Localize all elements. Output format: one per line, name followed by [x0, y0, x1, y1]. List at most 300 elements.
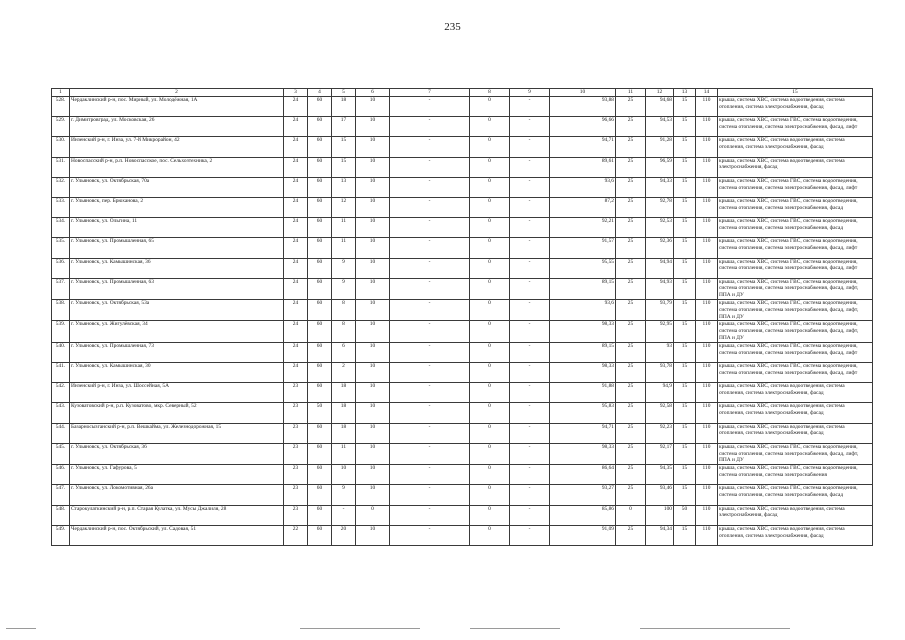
cell-col5: 20 — [332, 525, 356, 545]
cell-col13: 15 — [674, 321, 696, 342]
cell-col11: 25 — [616, 97, 646, 117]
cell-col3: 22 — [284, 525, 308, 545]
address-cell: г. Ульяновск, ул. Промышленная, 63 — [70, 278, 284, 299]
cell-col11: 25 — [616, 342, 646, 362]
cell-col7: - — [390, 403, 470, 423]
address-cell: Базарносызганский р-н, р.п. Вешкайма, ул. Железнодорожная, 15 — [70, 423, 284, 443]
table-row — [52, 383, 873, 403]
row-number-cell: 538. — [52, 300, 70, 321]
table-row — [52, 97, 873, 117]
cell-col8: 0 — [470, 342, 510, 362]
cell-col5: 18 — [332, 403, 356, 423]
row-number-cell: 547. — [52, 485, 70, 505]
cell-col8: 0 — [470, 525, 510, 545]
cell-col4: 60 — [308, 157, 332, 177]
header-cell: 1 — [52, 89, 70, 97]
header-cell: 5 — [332, 89, 356, 97]
cell-col9: - — [510, 403, 550, 423]
cell-col5: 8 — [332, 321, 356, 342]
cell-col5: 11 — [332, 238, 356, 258]
header-cell: 11 — [616, 89, 646, 97]
cell-col11: 25 — [616, 300, 646, 321]
cell-col11: 25 — [616, 383, 646, 403]
cell-col7: - — [390, 137, 470, 157]
cell-col14: 110 — [696, 383, 718, 403]
cell-col12: 91,28 — [646, 137, 674, 157]
works-cell: крыша, система ХВС, система ГВС, система водоотведения, система отопления, система электроснабжения, фасад — [718, 197, 873, 217]
address-cell: г. Ульяновск, ул. Камышинская, 30 — [70, 363, 284, 383]
cell-col7: - — [390, 465, 470, 485]
cell-col14: 110 — [696, 218, 718, 238]
cell-col13: 15 — [674, 97, 696, 117]
page-number: 235 — [444, 21, 461, 33]
cell-col4: 60 — [308, 443, 332, 464]
address-cell: Кузоватовский р-н, р.п. Кузоватово, мкр. Северный, 52 — [70, 403, 284, 423]
cell-col6: 10 — [356, 218, 390, 238]
cell-col9: - — [510, 465, 550, 485]
cell-col13: 15 — [674, 342, 696, 362]
cell-col13: 15 — [674, 117, 696, 137]
cell-col8: 0 — [470, 443, 510, 464]
cell-col14: 110 — [696, 157, 718, 177]
cell-col6: 10 — [356, 423, 390, 443]
cell-col3: 24 — [284, 363, 308, 383]
cell-col4: 60 — [308, 321, 332, 342]
cell-col4: 60 — [308, 465, 332, 485]
cell-col4: 60 — [308, 505, 332, 525]
cell-col10: 94,71 — [550, 423, 616, 443]
cell-col4: 60 — [308, 525, 332, 545]
works-cell: крыша, система ХВС, система ГВС, система водоотведения, система отопления, система электроснабжения, фасад, лифт, ППА и ДУ — [718, 443, 873, 464]
cell-col7: - — [390, 342, 470, 362]
cell-col9: - — [510, 117, 550, 137]
table-row — [52, 485, 873, 505]
cell-col7: - — [390, 505, 470, 525]
cell-col8: 0 — [470, 177, 510, 197]
works-cell: крыша, система ХВС, система водоотведения, система электроснабжения, фасад — [718, 157, 873, 177]
cell-col6: 10 — [356, 177, 390, 197]
cell-col7: - — [390, 525, 470, 545]
cell-col4: 60 — [308, 197, 332, 217]
cell-col14: 110 — [696, 403, 718, 423]
cell-col6: 0 — [356, 505, 390, 525]
cell-col6: 10 — [356, 363, 390, 383]
cell-col13: 15 — [674, 403, 696, 423]
table-row — [52, 525, 873, 545]
cell-col13: 15 — [674, 485, 696, 505]
cell-col14: 110 — [696, 177, 718, 197]
cell-col11: 25 — [616, 117, 646, 137]
works-cell: крыша, система ХВС, система ГВС, система водоотведения, система отопления, система электроснабжения, фасад, лифт — [718, 238, 873, 258]
address-cell: г. Ульяновск, ул. Ольгина, 11 — [70, 218, 284, 238]
row-number-cell: 532. — [52, 177, 70, 197]
cell-col14: 110 — [696, 137, 718, 157]
cell-col12: 100 — [646, 505, 674, 525]
cell-col9: - — [510, 238, 550, 258]
cell-col10: 87,2 — [550, 197, 616, 217]
table-row — [52, 403, 873, 423]
cell-col8: 0 — [470, 485, 510, 505]
cell-col5: 9 — [332, 278, 356, 299]
cell-col5: 13 — [332, 177, 356, 197]
cell-col12: 93 — [646, 342, 674, 362]
cell-col8: 0 — [470, 363, 510, 383]
cell-col11: 25 — [616, 238, 646, 258]
cell-col10: 92,21 — [550, 218, 616, 238]
table-row — [52, 423, 873, 443]
cell-col7: - — [390, 238, 470, 258]
cell-col11: 25 — [616, 443, 646, 464]
cell-col3: 23 — [284, 383, 308, 403]
header-cell: 12 — [646, 89, 674, 97]
cell-col13: 15 — [674, 238, 696, 258]
cell-col7: - — [390, 97, 470, 117]
cell-col12: 93,79 — [646, 300, 674, 321]
cell-col5: 12 — [332, 197, 356, 217]
row-number-cell: 542. — [52, 383, 70, 403]
cell-col8: 0 — [470, 383, 510, 403]
cell-col14: 110 — [696, 238, 718, 258]
cell-col11: 25 — [616, 363, 646, 383]
table-row — [52, 258, 873, 278]
cell-col3: 24 — [284, 197, 308, 217]
cell-col12: 93,46 — [646, 485, 674, 505]
cell-col13: 15 — [674, 300, 696, 321]
cell-col3: 24 — [284, 218, 308, 238]
cell-col9: - — [510, 137, 550, 157]
row-number-cell: 546. — [52, 465, 70, 485]
cell-col9: - — [510, 258, 550, 278]
works-cell: крыша, система ХВС, система ГВС, система водоотведения, система отопления, система электроснабжения, фасад — [718, 485, 873, 505]
cell-col4: 60 — [308, 97, 332, 117]
cell-col3: 24 — [284, 278, 308, 299]
cell-col14: 110 — [696, 258, 718, 278]
cell-col12: 94,68 — [646, 97, 674, 117]
cell-col11: 0 — [616, 505, 646, 525]
cell-col10: 91,88 — [550, 383, 616, 403]
address-cell: г. Ульяновск, ул. Промышленная, 73 — [70, 342, 284, 362]
cell-col10: 98,33 — [550, 321, 616, 342]
cell-col4: 60 — [308, 485, 332, 505]
cell-col12: 94,93 — [646, 278, 674, 299]
works-cell: крыша, система ХВС, система ГВС, система водоотведения, система отопления, система электроснабжения, фасад, лифт — [718, 342, 873, 362]
row-number-cell: 544. — [52, 423, 70, 443]
cell-col13: 15 — [674, 258, 696, 278]
cell-col13: 15 — [674, 157, 696, 177]
address-cell: г. Ульяновск, ул. Жигулёвская, 34 — [70, 321, 284, 342]
table-row — [52, 238, 873, 258]
works-cell: крыша, система ХВС, система ГВС, система водоотведения, система отопления, система электроснабжения, фасад, лифт — [718, 258, 873, 278]
cell-col12: 94,34 — [646, 525, 674, 545]
cell-col12: 92,58 — [646, 403, 674, 423]
cell-col5: - — [332, 505, 356, 525]
cell-col14: 110 — [696, 363, 718, 383]
row-number-cell: 548. — [52, 505, 70, 525]
cell-col9: - — [510, 363, 550, 383]
cell-col7: - — [390, 363, 470, 383]
cell-col13: 15 — [674, 383, 696, 403]
cell-col10: 93,88 — [550, 97, 616, 117]
cell-col11: 25 — [616, 278, 646, 299]
cell-col3: 23 — [284, 505, 308, 525]
table-row — [52, 342, 873, 362]
cell-col14: 110 — [696, 197, 718, 217]
cell-col9: - — [510, 383, 550, 403]
cell-col3: 24 — [284, 177, 308, 197]
header-cell: 8 — [470, 89, 510, 97]
cell-col5: 11 — [332, 443, 356, 464]
cell-col6: 10 — [356, 197, 390, 217]
cell-col12: 92,36 — [646, 238, 674, 258]
cell-col14: 110 — [696, 505, 718, 525]
cell-col13: 15 — [674, 218, 696, 238]
cell-col3: 24 — [284, 97, 308, 117]
cell-col7: - — [390, 117, 470, 137]
cell-col4: 60 — [308, 278, 332, 299]
cell-col6: 10 — [356, 465, 390, 485]
cell-col9: - — [510, 300, 550, 321]
cell-col4: 60 — [308, 342, 332, 362]
cell-col9: - — [510, 278, 550, 299]
works-cell: крыша, система ХВС, система ГВС, система водоотведения, система отопления, система электроснабжения, фасад, лифт — [718, 363, 873, 383]
cell-col6: 10 — [356, 403, 390, 423]
table-row — [52, 137, 873, 157]
address-cell: г. Ульяновск, ул. Октябрьская, 36 — [70, 443, 284, 464]
works-cell: крыша, система ХВС, система ГВС, система водоотведения, система отопления, система электроснабжения, фасад, лифт, ППА и ДУ — [718, 300, 873, 321]
cell-col4: 60 — [308, 383, 332, 403]
table-row — [52, 363, 873, 383]
row-number-cell: 528. — [52, 97, 70, 117]
cell-col3: 24 — [284, 117, 308, 137]
cell-col10: 93,27 — [550, 485, 616, 505]
table-row — [52, 443, 873, 464]
cell-col6: 10 — [356, 321, 390, 342]
cell-col3: 23 — [284, 443, 308, 464]
cell-col5: 15 — [332, 137, 356, 157]
table-row — [52, 177, 873, 197]
cell-col5: 8 — [332, 300, 356, 321]
cell-col8: 0 — [470, 505, 510, 525]
cell-col4: 60 — [308, 363, 332, 383]
row-number-cell: 533. — [52, 197, 70, 217]
cell-col5: 18 — [332, 97, 356, 117]
cell-col12: 92,17 — [646, 443, 674, 464]
row-number-cell: 529. — [52, 117, 70, 137]
table-row — [52, 505, 873, 525]
cell-col9: - — [510, 525, 550, 545]
cell-col3: 23 — [284, 423, 308, 443]
table-row — [52, 321, 873, 342]
works-cell: крыша, система ХВС, система водоотведения, система отопления, система электроснабжения, фасад — [718, 403, 873, 423]
cell-col13: 15 — [674, 443, 696, 464]
cell-col12: 92,53 — [646, 218, 674, 238]
works-cell: крыша, система ХВС, система ГВС, система водоотведения, система отопления, система электроснабжения, фасад, лифт — [718, 117, 873, 137]
cell-col14: 110 — [696, 423, 718, 443]
cell-col3: 24 — [284, 238, 308, 258]
cell-col11: 25 — [616, 465, 646, 485]
cell-col11: 25 — [616, 321, 646, 342]
works-cell: крыша, система ХВС, система водоотведения, система отопления, система электроснабжения, фасад — [718, 525, 873, 545]
address-cell: г. Димитровград, ул. Московская, 26 — [70, 117, 284, 137]
cell-col10: 95,83 — [550, 403, 616, 423]
header-cell: 13 — [674, 89, 696, 97]
capital-repair-table — [51, 88, 873, 546]
cell-col8: 0 — [470, 197, 510, 217]
cell-col9: - — [510, 321, 550, 342]
cell-col10: 96,66 — [550, 117, 616, 137]
cell-col8: 0 — [470, 258, 510, 278]
cell-col14: 110 — [696, 117, 718, 137]
works-cell: крыша, система ХВС, система водоотведения, система отопления, система электроснабжения, фасад — [718, 423, 873, 443]
cell-col6: 10 — [356, 278, 390, 299]
cell-col3: 24 — [284, 321, 308, 342]
cell-col5: 17 — [332, 117, 356, 137]
cell-col14: 110 — [696, 342, 718, 362]
header-cell: 7 — [390, 89, 470, 97]
cell-col6: 10 — [356, 525, 390, 545]
row-number-cell: 535. — [52, 238, 70, 258]
cell-col7: - — [390, 278, 470, 299]
cell-col7: - — [390, 258, 470, 278]
cell-col4: 60 — [308, 177, 332, 197]
cell-col3: 23 — [284, 403, 308, 423]
cell-col5: 9 — [332, 258, 356, 278]
row-number-cell: 545. — [52, 443, 70, 464]
header-cell: 10 — [550, 89, 616, 97]
header-cell: 9 — [510, 89, 550, 97]
cell-col11: 25 — [616, 197, 646, 217]
footer-scan-marks — [0, 624, 905, 634]
table-row — [52, 197, 873, 217]
cell-col6: 10 — [356, 443, 390, 464]
works-cell: крыша, система ХВС, система ГВС, система водоотведения, система отопления, система электроснабжения, фасад — [718, 218, 873, 238]
address-cell: г. Ульяновск, ул. Промышленная, 65 — [70, 238, 284, 258]
row-number-cell: 540. — [52, 342, 70, 362]
address-cell: г. Ульяновск, пер. Брюханова, 2 — [70, 197, 284, 217]
cell-col14: 110 — [696, 525, 718, 545]
cell-col7: - — [390, 157, 470, 177]
cell-col5: 15 — [332, 157, 356, 177]
cell-col13: 15 — [674, 278, 696, 299]
cell-col4: 60 — [308, 117, 332, 137]
table-row — [52, 465, 873, 485]
cell-col8: 0 — [470, 423, 510, 443]
cell-col6: 10 — [356, 97, 390, 117]
works-cell: крыша, система ХВС, система водоотведения, система отопления, система электроснабжения, фасад — [718, 137, 873, 157]
cell-col5: 18 — [332, 383, 356, 403]
cell-col10: 85,86 — [550, 505, 616, 525]
cell-col9: - — [510, 218, 550, 238]
cell-col11: 25 — [616, 423, 646, 443]
cell-col4: 60 — [308, 137, 332, 157]
cell-col11: 25 — [616, 218, 646, 238]
cell-col6: 10 — [356, 383, 390, 403]
address-cell: Инзенский р-н, г. Инза, ул. 7-й Микрорайон, 42 — [70, 137, 284, 157]
cell-col12: 94,53 — [646, 117, 674, 137]
cell-col11: 25 — [616, 157, 646, 177]
cell-col13: 15 — [674, 137, 696, 157]
cell-col13: 15 — [674, 525, 696, 545]
address-cell: Чердаклинский р-н, пос. Мирный, ул. Молодёжная, 1А — [70, 97, 284, 117]
cell-col7: - — [390, 321, 470, 342]
cell-col13: 15 — [674, 363, 696, 383]
header-cell: 4 — [308, 89, 332, 97]
cell-col8: 0 — [470, 300, 510, 321]
works-cell: крыша, система ХВС, система ГВС, система водоотведения, система отопления, система электроснабжения, фасад, лифт — [718, 177, 873, 197]
cell-col9: - — [510, 177, 550, 197]
header-cell: 3 — [284, 89, 308, 97]
cell-col14: 110 — [696, 485, 718, 505]
row-number-cell: 541. — [52, 363, 70, 383]
cell-col9: - — [510, 505, 550, 525]
cell-col7: - — [390, 197, 470, 217]
cell-col6: 10 — [356, 485, 390, 505]
works-cell: крыша, система ХВС, система ГВС, система водоотведения, система отопления, система электроснабжения, фасад, лифт, ППА и ДУ — [718, 321, 873, 342]
address-cell: г. Ульяновск, ул. Локомотивная, 26а — [70, 485, 284, 505]
cell-col10: 86,64 — [550, 465, 616, 485]
address-cell: г. Ульяновск, ул. Гафурова, 5 — [70, 465, 284, 485]
cell-col11: 25 — [616, 403, 646, 423]
address-cell: г. Ульяновск, ул. Октябрьская, 53а — [70, 300, 284, 321]
cell-col13: 15 — [674, 423, 696, 443]
cell-col9: - — [510, 197, 550, 217]
works-cell: крыша, система ХВС, система ГВС, система водоотведения, система отопления, система электроснабжения, фасад, лифт, ППА и ДУ — [718, 278, 873, 299]
table-row — [52, 300, 873, 321]
works-cell: крыша, система ХВС, система водоотведения, система отопления, система электроснабжения, фасад — [718, 97, 873, 117]
table-row — [52, 157, 873, 177]
cell-col10: 95,55 — [550, 258, 616, 278]
cell-col8: 0 — [470, 218, 510, 238]
cell-col7: - — [390, 218, 470, 238]
cell-col10: 91,57 — [550, 238, 616, 258]
cell-col5: 9 — [332, 485, 356, 505]
cell-col10: 89,15 — [550, 278, 616, 299]
address-cell: Инзенский р-н, г. Инза, ул. Шоссейная, 5А — [70, 383, 284, 403]
works-cell: крыша, система ХВС, система водоотведения, система отопления, система электроснабжения, фасад — [718, 383, 873, 403]
table-row — [52, 218, 873, 238]
cell-col9: - — [510, 342, 550, 362]
cell-col11: 25 — [616, 177, 646, 197]
cell-col14: 110 — [696, 321, 718, 342]
cell-col12: 93,78 — [646, 363, 674, 383]
cell-col13: 15 — [674, 465, 696, 485]
row-number-cell: 531. — [52, 157, 70, 177]
works-cell: крыша, система ХВС, система водоотведения, система электроснабжения, фасад — [718, 505, 873, 525]
cell-col14: 110 — [696, 465, 718, 485]
address-cell: Старокулаткинский р-н, р.п. Старая Кулатка, ул. Мусы Джалиля, 28 — [70, 505, 284, 525]
cell-col3: 24 — [284, 157, 308, 177]
address-cell: г. Ульяновск, ул. Октябрьская, 70а — [70, 177, 284, 197]
cell-col5: 10 — [332, 465, 356, 485]
cell-col7: - — [390, 443, 470, 464]
cell-col7: - — [390, 485, 470, 505]
cell-col10: 98,33 — [550, 363, 616, 383]
cell-col6: 10 — [356, 117, 390, 137]
cell-col4: 60 — [308, 423, 332, 443]
cell-col8: 0 — [470, 321, 510, 342]
cell-col13: 15 — [674, 197, 696, 217]
cell-col3: 24 — [284, 342, 308, 362]
cell-col4: 50 — [308, 403, 332, 423]
cell-col10: 89,15 — [550, 342, 616, 362]
cell-col12: 94,35 — [646, 465, 674, 485]
cell-col5: 2 — [332, 363, 356, 383]
cell-col10: 91,09 — [550, 525, 616, 545]
cell-col8: 0 — [470, 238, 510, 258]
cell-col7: - — [390, 383, 470, 403]
cell-col11: 25 — [616, 485, 646, 505]
table-header-row — [52, 89, 873, 97]
